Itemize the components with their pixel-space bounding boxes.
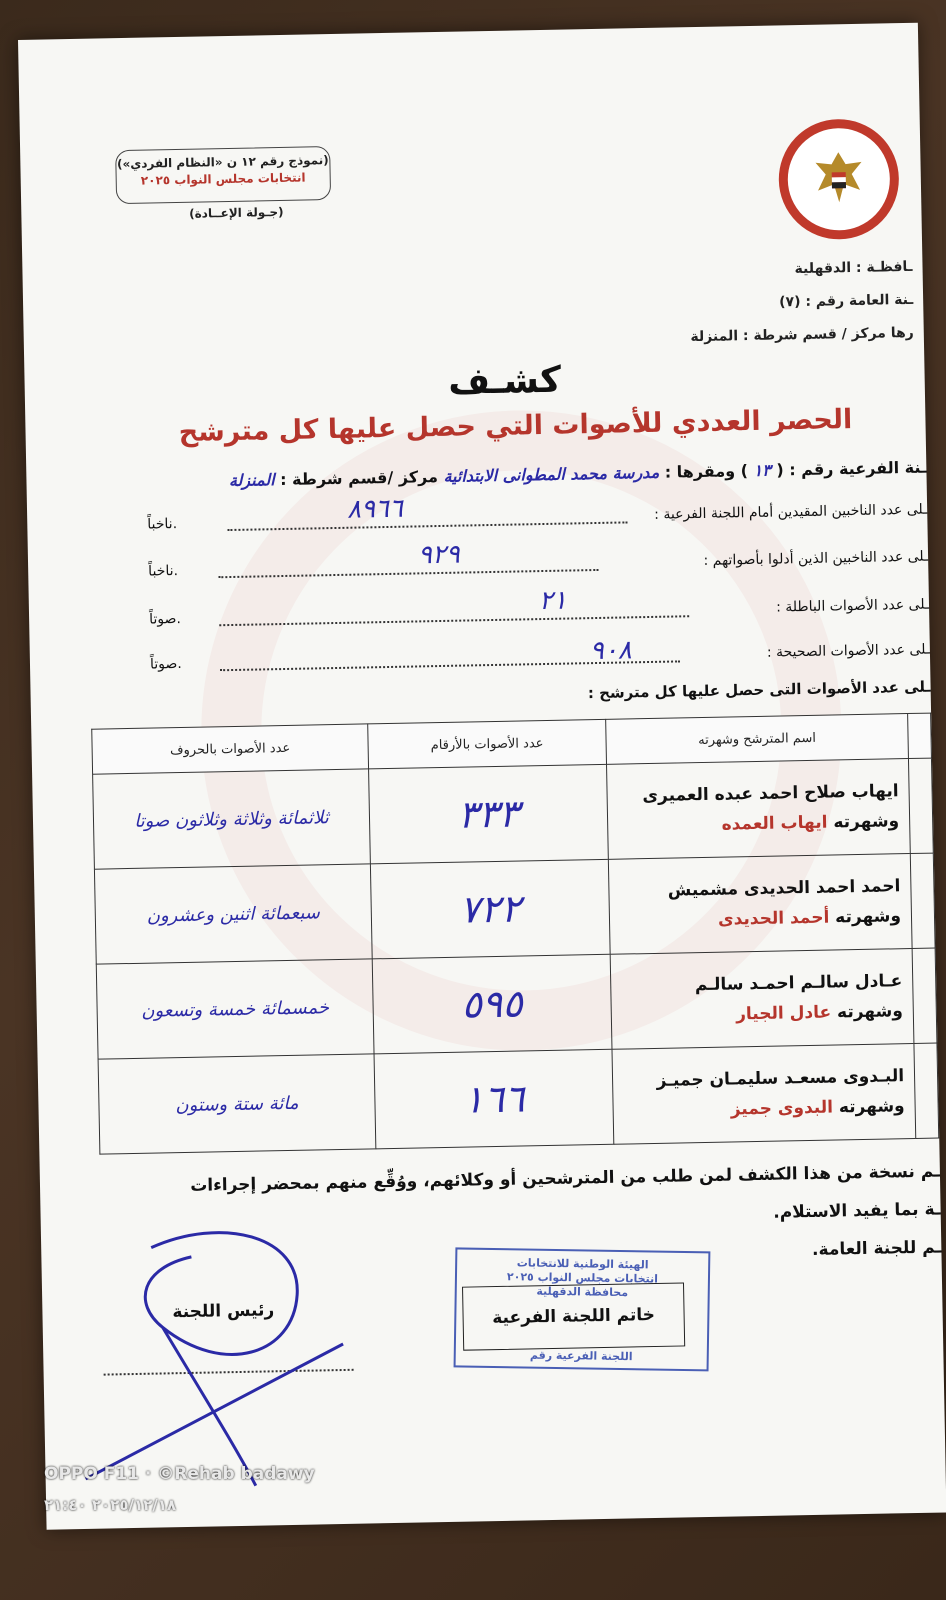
candidate-name-cell xyxy=(612,1043,916,1144)
stat-unit: صوتاً. xyxy=(148,610,182,628)
stamp-line-4: اللجنة الفرعية رقم xyxy=(529,1348,633,1364)
candidate-name: احمد احمد الحديدى مشميش xyxy=(667,876,901,901)
candidate-nickname: البدوى جميز xyxy=(730,1097,834,1120)
votes-words: مائة ستة وستون xyxy=(98,1054,376,1154)
votes-intro: ـلى عدد الأصوات التى حصل عليها كل مترشح : xyxy=(587,677,931,703)
camera-timestamp: ٢٠٢٥/١٢/١٨ ٢١:٤٠ xyxy=(44,1496,177,1514)
table-cell-index xyxy=(912,948,937,1043)
committee-suffix: مركز /قسم شرطة : xyxy=(279,467,439,490)
page-title: كشـف xyxy=(447,359,562,403)
stamp-label-box xyxy=(462,1282,685,1350)
votes-digits: ٣٣٣ xyxy=(369,764,609,864)
table-cell-index xyxy=(914,1043,939,1138)
votes-words: خمسمائة خمسة وتسعون xyxy=(96,959,374,1059)
table-header-digits: عدد الأصوات بالأرقام xyxy=(368,719,607,769)
stat-unit: صوتاً. xyxy=(149,655,182,673)
votes-digits: ٥٩٥ xyxy=(372,954,612,1054)
candidate-name: ايهاب صلاح احمد عبده العميرى xyxy=(642,781,899,807)
nick-prefix: وشهرته xyxy=(835,906,902,928)
nea-logo xyxy=(778,118,900,240)
stat-unit: ناخباً. xyxy=(148,563,179,580)
table-cell-index xyxy=(910,853,935,948)
candidates-table xyxy=(91,713,939,1155)
camera-watermark: OPPO F11 · ©Rehab badawy xyxy=(44,1464,315,1484)
chair-label: رئيس اللجنة xyxy=(172,1300,275,1323)
table-header-words: عدد الأصوات بالحروف xyxy=(92,724,369,774)
stamp-label: خاتم اللجنة الفرعية xyxy=(492,1305,656,1329)
table-header-name: اسم المترشح وشهرته xyxy=(606,714,909,765)
footer-line-3: ـم للجنة العامة. xyxy=(811,1237,942,1260)
governorate: ـافظـة : الدقهلية xyxy=(794,258,913,278)
stat-label: ـلى عدد الأصوات الباطلة : xyxy=(776,596,930,616)
committee-prefix: ـنة الفرعية رقم : ( xyxy=(776,457,927,480)
committee-district: المنزلة xyxy=(228,470,275,491)
election-name: انتخابات مجلس النواب ٢٠٢٥ xyxy=(140,170,306,188)
committee-mid: ) ومقرها : xyxy=(664,461,749,482)
candidate-nickname: ايهاب العمده xyxy=(721,812,828,835)
candidate-nickname: عادل الجيار xyxy=(735,1002,832,1025)
stat-value: ٨٩٦٦ xyxy=(346,493,404,525)
votes-words: سبعمائة اثنين وعشرون xyxy=(94,864,372,964)
stamp-line-2: انتخابات مجلس النواب ٢٠٢٥ xyxy=(506,1270,659,1286)
candidate-name-cell xyxy=(607,759,911,860)
candidate-name-cell xyxy=(610,949,914,1050)
stat-value: ٢١ xyxy=(538,585,568,617)
stat-label: ـلى عدد الناخبين المقيدين أمام اللجنة الفرعية : xyxy=(654,501,928,523)
table-row xyxy=(96,948,937,1059)
ballot-count-sheet xyxy=(18,23,946,1530)
committee-seat: رها مركز / قسم شرطة : المنزلة xyxy=(690,324,914,346)
stamp-line-1: الهيئة الوطنية للانتخابات xyxy=(516,1256,649,1272)
footer-line-1: ـم نسخة من هذا الكشف لمن طلب من المترشحين أو وكلائهم، ووُقِّع منهم بمحضر إجراءات xyxy=(190,1161,941,1196)
nick-prefix: وشهرته xyxy=(838,1096,905,1118)
form-number: (نموذج رقم ١٢ ن «النظام الفردي») xyxy=(116,153,329,172)
committee-number: ١٣ xyxy=(753,460,771,480)
nick-prefix: وشهرته xyxy=(836,1001,903,1023)
votes-digits: ١٦٦ xyxy=(374,1049,614,1149)
table-row xyxy=(93,758,934,869)
stat-label: ـلى عدد الناخبين الذين أدلوا بأصواتهم : xyxy=(703,548,929,569)
page-subtitle: الحصر العددي للأصوات التي حصل عليها كل مترشح xyxy=(178,404,853,448)
form-number-box xyxy=(115,146,331,204)
candidate-nickname: أحمد الحديدى xyxy=(717,907,830,930)
footer-line-2: ـة بما يفيد الاستلام. xyxy=(773,1199,941,1223)
stat-value: ٩٢٩ xyxy=(417,539,461,571)
general-committee: ـنة العامة رقم : (٧) xyxy=(779,291,914,311)
table-row xyxy=(98,1043,939,1154)
candidate-name-cell xyxy=(608,854,912,955)
committee-place: مدرسة محمد المطوانى الابتدائية xyxy=(443,462,660,486)
stat-unit: ناخباً. xyxy=(147,516,178,533)
votes-digits: ٧٢٢ xyxy=(370,859,610,959)
header-info xyxy=(689,251,914,354)
stat-value: ٩٠٨ xyxy=(589,635,633,667)
eagle-emblem-icon xyxy=(803,144,874,215)
table-row xyxy=(94,853,935,964)
stamp-line-3: محافظة الدقهلية xyxy=(536,1284,629,1300)
votes-words: ثلاثمائة وثلاثة وثلاثون صوتا xyxy=(93,769,371,869)
table-cell-index xyxy=(908,758,933,853)
candidate-name: البـدوى مسعـد سليمـان جميـز xyxy=(656,1066,905,1091)
table-header-index xyxy=(908,713,932,758)
nick-prefix: وشهرته xyxy=(833,811,900,833)
candidate-name: عـادل سالـم احمـد سالـم xyxy=(694,971,903,996)
stat-label: ـلى عدد الأصوات الصحيحة : xyxy=(766,641,931,661)
round-label: (جـولة الإعــادة) xyxy=(189,204,284,221)
